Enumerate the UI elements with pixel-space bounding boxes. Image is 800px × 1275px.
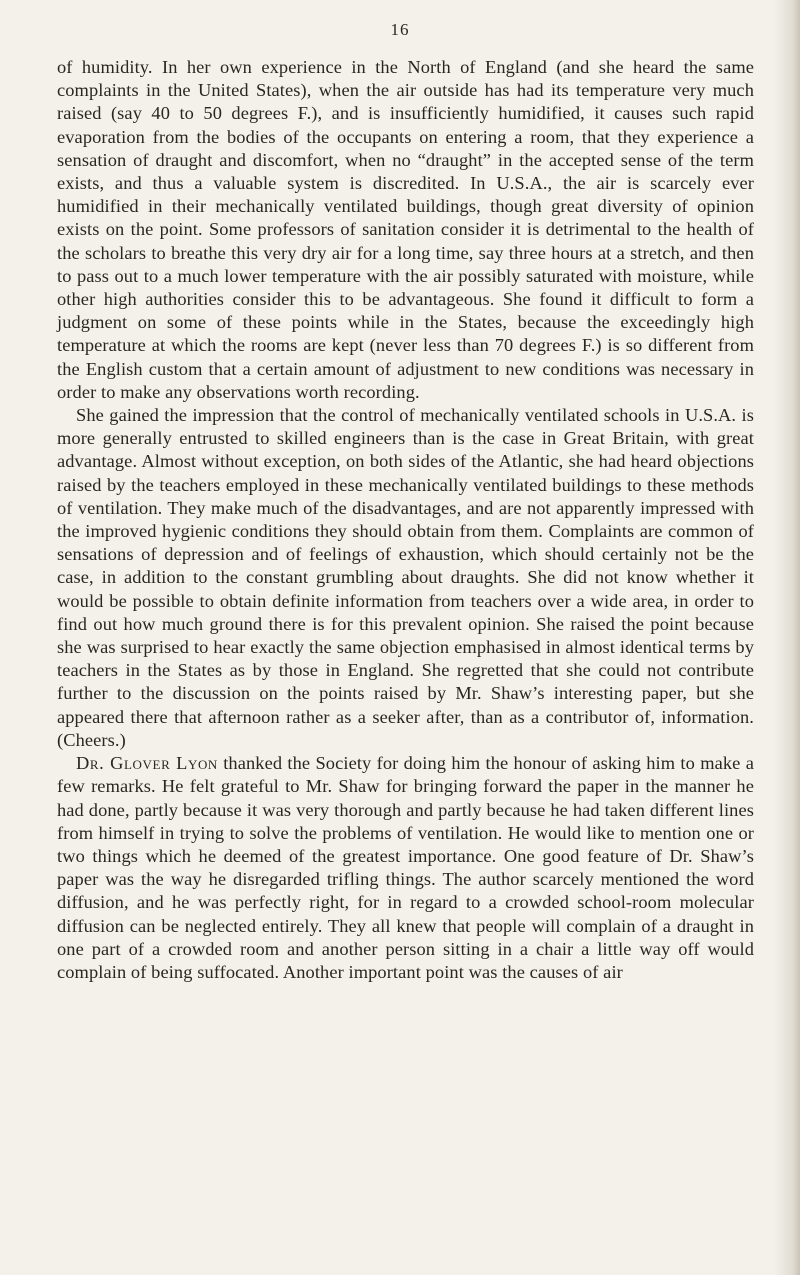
paragraph-2	[57, 404, 754, 752]
paragraph-3	[57, 752, 754, 984]
paragraph-1-text: of humidity. In her own experience in the North of England (and she heard the same complaints in the United States), when the air outside has had its temperature very much raised (say 40 to 50 degrees F.), and is insufficiently humidified, it causes such rapid evaporation from the bodies of the occupants on entering a room, that they experience a sensation of draught and discomfort, when no “draught” in the accepted sense of the term exists, and thus a valuable system is discredited. In U.S.A., the air is scarcely ever humidified in their mechanically ventilated buildings, though great diversity of opinion exists on the point. Some professors of sanitation consider it is detrimental to the health of the scholars to breathe this very dry air for a long time, say three hours at a stretch, and then to pass out to a much lower temperature with the air possibly saturated with moisture, while other high authorities consider this to be advantageous. She found it difficult to form a judgment on some of these points while in the States, because the exceedingly high temperature at which the rooms are kept (never less than 70 degrees F.) is so different from the English custom that a certain amount of adjustment to new conditions was necessary in order to make any observations worth recording.	[57, 57, 754, 402]
page-number: 16	[390, 20, 410, 39]
speaker-name: Dr. Glover Lyon	[76, 753, 218, 774]
paragraph-1	[57, 56, 754, 404]
body-text	[57, 56, 754, 984]
paragraph-2-text: She gained the impression that the control of mechanically ventilated schools in U.S.A. is more generally entrusted to skilled engineers than is the case in Great Britain, with great advantage. Almost without exception, on both sides of the Atlantic, she had heard objections raised by the teachers employed in these mechanically ventilated buildings to these methods of ventilation. They make much of the disadvantages, and are not apparently impressed with the improved hygienic conditions they should obtain from them. Complaints are common of sensations of depression and of feelings of exhaustion, which should certainly not be the case, in addition to the constant grumbling about draughts. She did not know whether it would be possible to obtain definite information from teachers over a wide area, in order to find out how much ground there is for this prevalent opinion. She raised the point because she was surprised to hear exactly the same objection emphasised in almost identical terms by teachers in the States as by those in England. She regretted that she could not contribute further to the discussion on the points raised by Mr. Shaw’s interesting paper, but she appeared there that afternoon rather as a seeker after, than as a contributor of, information. (Cheers.)	[57, 405, 754, 750]
page-edge-shadow	[774, 0, 800, 1275]
paragraph-3-text: thanked the Society for doing him the honour of asking him to make a few remarks. He felt grateful to Mr. Shaw for bringing forward the paper in the manner he had done, partly because it was very thorough and partly because he had taken different lines from himself in trying to solve the problems of ventilation. He would like to mention one or two things which he deemed of the greatest importance. One good feature of Dr. Shaw’s paper was the way he disregarded trifling things. The author scarcely mentioned the word diffusion, and he was perfectly right, for in regard to a crowded school-room molecular diffusion can be neglected entirely. They all knew that people will complain of a draught in one part of a crowded room and another person sitting in a chair a little way off would complain of being suffocated. Another important point was the causes of air	[57, 753, 754, 982]
